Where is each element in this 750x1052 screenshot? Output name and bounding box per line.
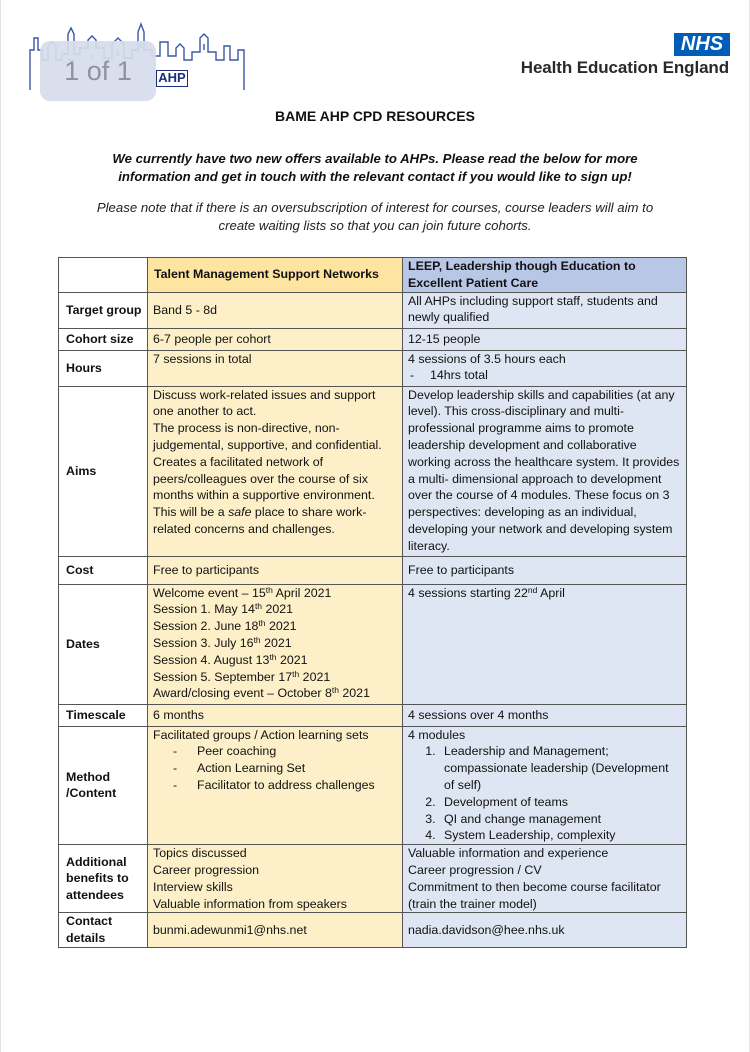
tm-date-6: [153, 685, 397, 702]
row-label-target-group: Target group: [59, 292, 148, 328]
tm-aims-line-4-c: place to share work-related concerns and challenges.: [153, 505, 367, 536]
nhs-logo: NHS: [674, 33, 730, 56]
tm-date-4-suffix: th: [269, 651, 277, 662]
table-row-benefits: [59, 845, 687, 913]
tm-date-5-text: Session 5. September 17: [153, 669, 293, 684]
letterhead: [0, 0, 750, 105]
document-title: BAME AHP CPD RESOURCES: [275, 108, 475, 124]
tm-date-3-suffix: th: [253, 634, 261, 645]
courses-comparison-table: [58, 257, 687, 948]
leep-dates-suffix: nd: [527, 584, 538, 595]
row-label-timescale: Timescale: [59, 704, 148, 726]
leep-dates-text: 4 sessions starting 22: [408, 585, 528, 600]
leep-dates-rest: April: [537, 585, 565, 600]
tm-date-4: [153, 652, 397, 669]
leep-hours-total: 14hrs total: [430, 368, 488, 383]
table-row-cohort-size: [59, 328, 687, 350]
tm-method: [148, 726, 403, 845]
leep-method-intro: 4 modules: [408, 727, 466, 742]
tm-date-6-text: Award/closing event – October 8: [153, 686, 332, 701]
tm-date-1: [153, 601, 397, 618]
tm-aims-line-1: Discuss work-related issues and support one another to act.: [153, 387, 376, 419]
leep-benefit: Valuable information and experience: [408, 846, 609, 861]
tm-target-group: Band 5 - 8d: [148, 292, 403, 328]
row-label-aims: Aims: [59, 386, 148, 556]
table-row-aims: [59, 386, 687, 556]
table-row-dates: [59, 584, 687, 704]
tm-cohort-size: 6-7 people per cohort: [148, 328, 403, 350]
tm-timescale: 6 months: [148, 704, 403, 726]
page-counter-badge: 1 of 1: [40, 41, 156, 101]
tm-date-2-text: Session 2. June 18: [153, 619, 259, 634]
tm-date-1-rest: 2021: [262, 602, 294, 617]
tm-date-3-text: Session 3. July 16: [153, 635, 254, 650]
tm-benefit: Topics discussed: [153, 846, 247, 861]
list-item: 3. QI and change management: [439, 811, 681, 828]
row-label-cost: Cost: [59, 556, 148, 584]
tm-date-0-text: Welcome event – 15: [153, 585, 266, 600]
tm-date-5-rest: 2021: [299, 669, 331, 684]
tm-date-2-rest: 2021: [265, 619, 297, 634]
tm-cost: Free to participants: [148, 556, 403, 584]
leep-modules-list: [408, 743, 681, 844]
tm-benefit: Valuable information from speakers: [153, 896, 347, 911]
tm-date-4-text: Session 4. August 13: [153, 652, 270, 667]
leep-target-group: All AHPs including support staff, students and newly qualified: [403, 292, 687, 328]
leep-benefit: Career progression / CV: [408, 862, 542, 877]
leep-hours-dash: -: [410, 368, 415, 383]
list-item: 1. Leadership and Management; compassionate leadership (Development of self): [439, 743, 681, 793]
ahp-logo: AHP: [156, 70, 188, 87]
leep-aims: Develop leadership skills and capabilities (at any level). This cross-disciplinary and multi-professional programme aims to promote leadership development and collaborative working across the healthcare system. It provides a multi- dimensional approach to development over the course of 4 modules. These focus on 3 perspectives: developing as an individual, developing your network and developing system literacy.: [403, 386, 687, 556]
tm-aims: [148, 386, 403, 556]
row-label-hours: Hours: [59, 350, 148, 386]
table-header-row: [59, 258, 687, 293]
tm-benefit: Interview skills: [153, 879, 233, 894]
leep-contact-email[interactable]: nadia.davidson@hee.nhs.uk: [403, 913, 687, 948]
leep-timescale: 4 sessions over 4 months: [403, 704, 687, 726]
tm-date-0-suffix: th: [265, 584, 273, 595]
tm-method-intro: Facilitated groups / Action learning sets: [153, 727, 369, 742]
list-item: - Peer coaching: [173, 743, 397, 760]
tm-date-1-text: Session 1. May 14: [153, 602, 255, 617]
leep-hours-line-2: [408, 367, 681, 384]
row-label-dates: Dates: [59, 584, 148, 704]
organisation-name: Health Education England: [520, 58, 729, 77]
tm-method-list: [153, 743, 397, 793]
row-label-contact: Contact details: [59, 913, 148, 948]
leep-hours-line-1: 4 sessions of 3.5 hours each: [408, 351, 566, 366]
list-item: 2. Development of teams: [439, 794, 681, 811]
tm-date-4-rest: 2021: [276, 652, 308, 667]
tm-date-2-suffix: th: [258, 618, 266, 629]
leep-benefits: [403, 845, 687, 913]
list-item: - Facilitator to address challenges: [173, 777, 397, 794]
tm-hours: 7 sessions in total: [148, 350, 403, 386]
tm-date-1-suffix: th: [254, 601, 263, 612]
oversubscription-note: Please note that if there is an oversubscription of interest for courses, course leaders will aim to create waiting lists so that you can join future cohorts.: [96, 200, 654, 233]
leep-header: LEEP, Leadership though Education to Excellent Patient Care: [403, 258, 687, 293]
table-row-contact: [59, 913, 687, 948]
tm-date-3: [153, 635, 397, 652]
tm-benefit: Career progression: [153, 862, 260, 877]
table-row-timescale: [59, 704, 687, 726]
tm-aims-line-2: The process is non-directive, non-judgemental, supportive, and confidential.: [153, 421, 382, 452]
tm-date-6-rest: 2021: [338, 686, 370, 701]
tm-benefits: [148, 845, 403, 913]
leep-benefit: Commitment to then become course facilitator (train the trainer model): [408, 879, 661, 911]
tm-date-0-rest: April 2021: [272, 585, 332, 600]
table-row-hours: [59, 350, 687, 386]
leep-method: [403, 726, 687, 845]
tm-date-5: [153, 669, 397, 686]
tm-date-0: [153, 585, 397, 602]
tm-dates: [148, 584, 403, 704]
list-item: 4. System Leadership, complexity: [439, 827, 681, 844]
tm-aims-safe-emphasis: safe: [228, 505, 252, 520]
list-item: - Action Learning Set: [173, 760, 397, 777]
tm-date-3-rest: 2021: [260, 635, 292, 650]
tm-contact-email[interactable]: bunmi.adewunmi1@nhs.net: [148, 913, 403, 948]
tm-date-2: [153, 618, 397, 635]
leep-dates: [403, 584, 687, 704]
intro-paragraph: We currently have two new offers available to AHPs. Please read the below for more information and get in touch with the relevant contact if you would like to sign up!: [112, 151, 638, 184]
tm-date-5-suffix: th: [292, 668, 300, 679]
row-label-method: Method /Content: [59, 726, 148, 845]
leep-hours: [403, 350, 687, 386]
leep-cost: Free to participants: [403, 556, 687, 584]
header-corner-cell: [59, 258, 148, 293]
tm-aims-line-4-a: This will be a: [153, 505, 229, 520]
tm-date-6-suffix: th: [331, 685, 339, 696]
talent-management-header: Talent Management Support Networks: [148, 258, 403, 293]
tm-aims-line-3: Creates a facilitated network of peers/colleagues over the course of six months within a supportive environment.: [153, 454, 375, 503]
row-label-cohort-size: Cohort size: [59, 328, 148, 350]
table-row-target-group: [59, 292, 687, 328]
row-label-benefits: Additional benefits to attendees: [59, 845, 148, 913]
tm-aims-line-4: [153, 504, 397, 538]
table-row-method: [59, 726, 687, 845]
leep-cohort-size: 12-15 people: [403, 328, 687, 350]
table-row-cost: [59, 556, 687, 584]
